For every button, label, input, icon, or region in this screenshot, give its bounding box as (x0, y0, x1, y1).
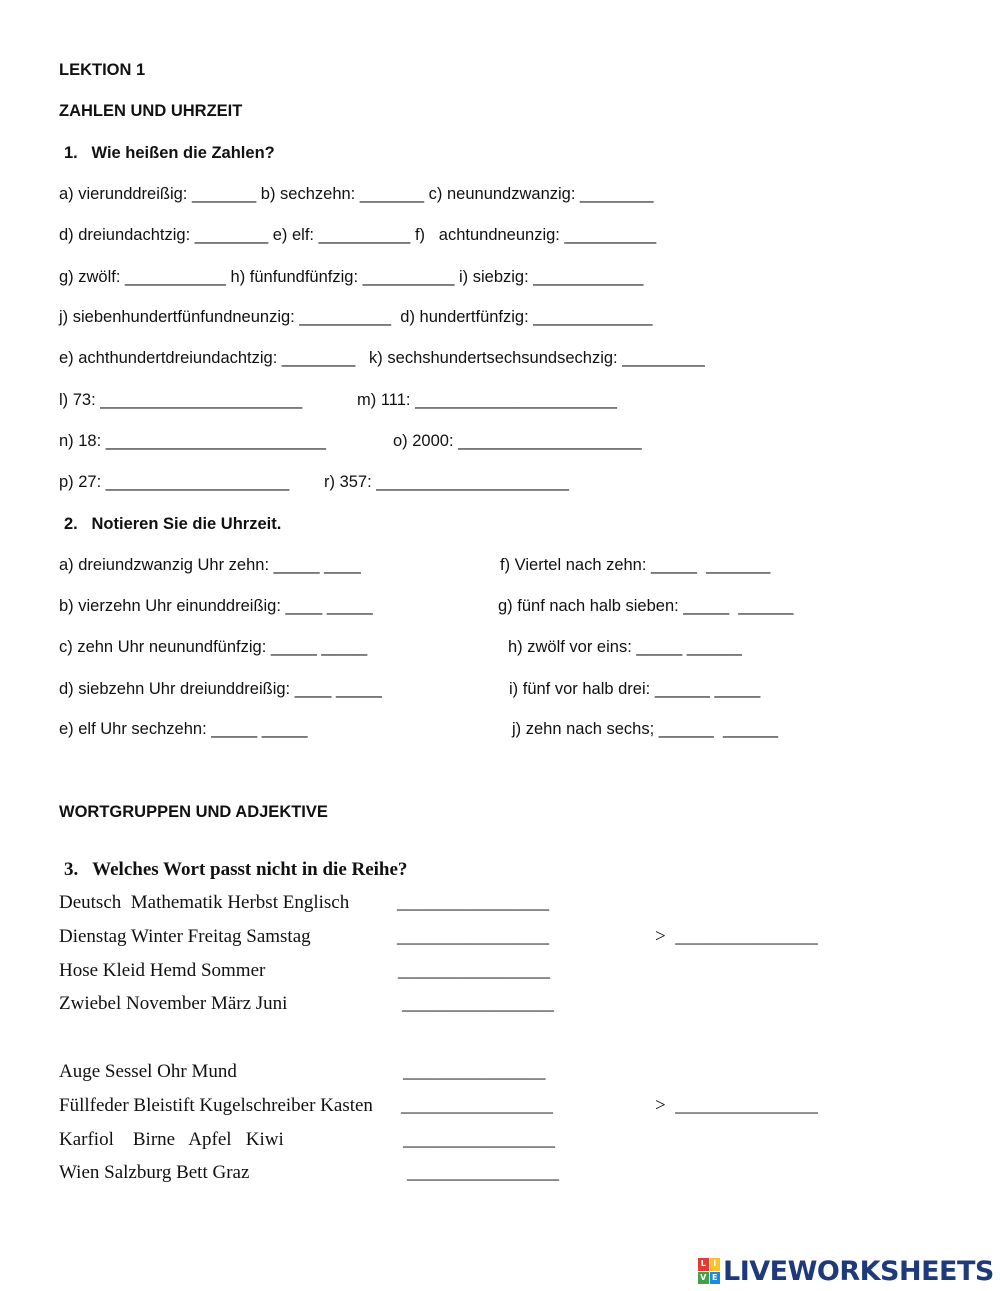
answer-extra-blank: > _______________ (655, 1095, 818, 1116)
answer-blank: ________________ (397, 892, 549, 913)
answer-blank: ________________ (402, 993, 554, 1014)
answer-blank: ________________ (397, 926, 549, 947)
answer-blank: ________________ (398, 960, 550, 981)
exercise-2-item: c) zehn Uhr neunundfünfzig: _____ _____ (59, 638, 368, 656)
section-title-word-groups: WORTGRUPPEN UND ADJEKTIVE (59, 803, 328, 821)
exercise-2-title: 2. Notieren Sie die Uhrzeit. (64, 515, 282, 533)
word-row: Füllfeder Bleistift Kugelschreiber Kasten (59, 1095, 373, 1116)
answer-blank: ________________ (407, 1162, 559, 1183)
word-row: Hose Kleid Hemd Sommer (59, 960, 266, 981)
exercise-1-item: m) 111: ______________________ (357, 391, 617, 409)
exercise-2-item: b) vierzehn Uhr einunddreißig: ____ _____ (59, 597, 373, 615)
lesson-title: LEKTION 1 (59, 61, 146, 79)
logo-text: LIVEWORKSHEETS (723, 1255, 994, 1287)
section-title-numbers-time: ZAHLEN UND UHRZEIT (59, 102, 243, 120)
exercise-1-line: j) siebenhundertfünfundneunzig: __________ d) hundertfünfzig: _____________ (59, 308, 653, 326)
exercise-2-item: i) fünf vor halb drei: ______ _____ (509, 680, 761, 698)
exercise-1-item: l) 73: ______________________ (59, 391, 303, 409)
exercise-2-item: e) elf Uhr sechzehn: _____ _____ (59, 720, 308, 738)
exercise-2-item: a) dreiundzwanzig Uhr zehn: _____ ____ (59, 556, 361, 574)
word-row: Dienstag Winter Freitag Samstag (59, 926, 311, 947)
exercise-2-item: j) zehn nach sechs; ______ ______ (512, 720, 779, 738)
exercise-1-line: g) zwölf: ___________ h) fünfundfünfzig: __________ i) siebzig: ____________ (59, 268, 644, 286)
exercise-1-item: o) 2000: ____________________ (393, 432, 642, 450)
exercise-2-item: f) Viertel nach zehn: _____ _______ (500, 556, 771, 574)
logo-badge-icon: L I V E (698, 1258, 720, 1284)
exercise-2-item: h) zwölf vor eins: _____ ______ (508, 638, 742, 656)
exercise-1-item: n) 18: ________________________ (59, 432, 327, 450)
word-row: Zwiebel November März Juni (59, 993, 288, 1014)
word-row: Auge Sessel Ohr Mund (59, 1061, 237, 1082)
exercise-3-title: 3. Welches Wort passt nicht in die Reihe? (64, 859, 408, 880)
answer-blank: ________________ (401, 1095, 553, 1116)
liveworksheets-logo (698, 1254, 994, 1288)
exercise-1-line: e) achthundertdreiundachtzig: ________ k) sechshundertsechsundsechzig: _________ (59, 349, 705, 367)
word-row: Karfiol Birne Apfel Kiwi (59, 1129, 284, 1150)
exercise-1-item: r) 357: _____________________ (324, 473, 569, 491)
exercise-1-item: p) 27: ____________________ (59, 473, 290, 491)
exercise-2-item: d) siebzehn Uhr dreiunddreißig: ____ _____ (59, 680, 382, 698)
word-row: Wien Salzburg Bett Graz (59, 1162, 250, 1183)
answer-blank: _______________ (403, 1061, 546, 1082)
answer-extra-blank: > _______________ (655, 926, 818, 947)
answer-blank: ________________ (403, 1129, 555, 1150)
exercise-1-line: d) dreiundachtzig: ________ e) elf: __________ f) achtundneunzig: __________ (59, 226, 657, 244)
exercise-1-title: 1. Wie heißen die Zahlen? (64, 144, 275, 162)
word-row: Deutsch Mathematik Herbst Englisch (59, 892, 350, 913)
exercise-1-line: a) vierunddreißig: _______ b) sechzehn: _______ c) neunundzwanzig: ________ (59, 185, 654, 203)
exercise-2-item: g) fünf nach halb sieben: _____ ______ (498, 597, 794, 615)
